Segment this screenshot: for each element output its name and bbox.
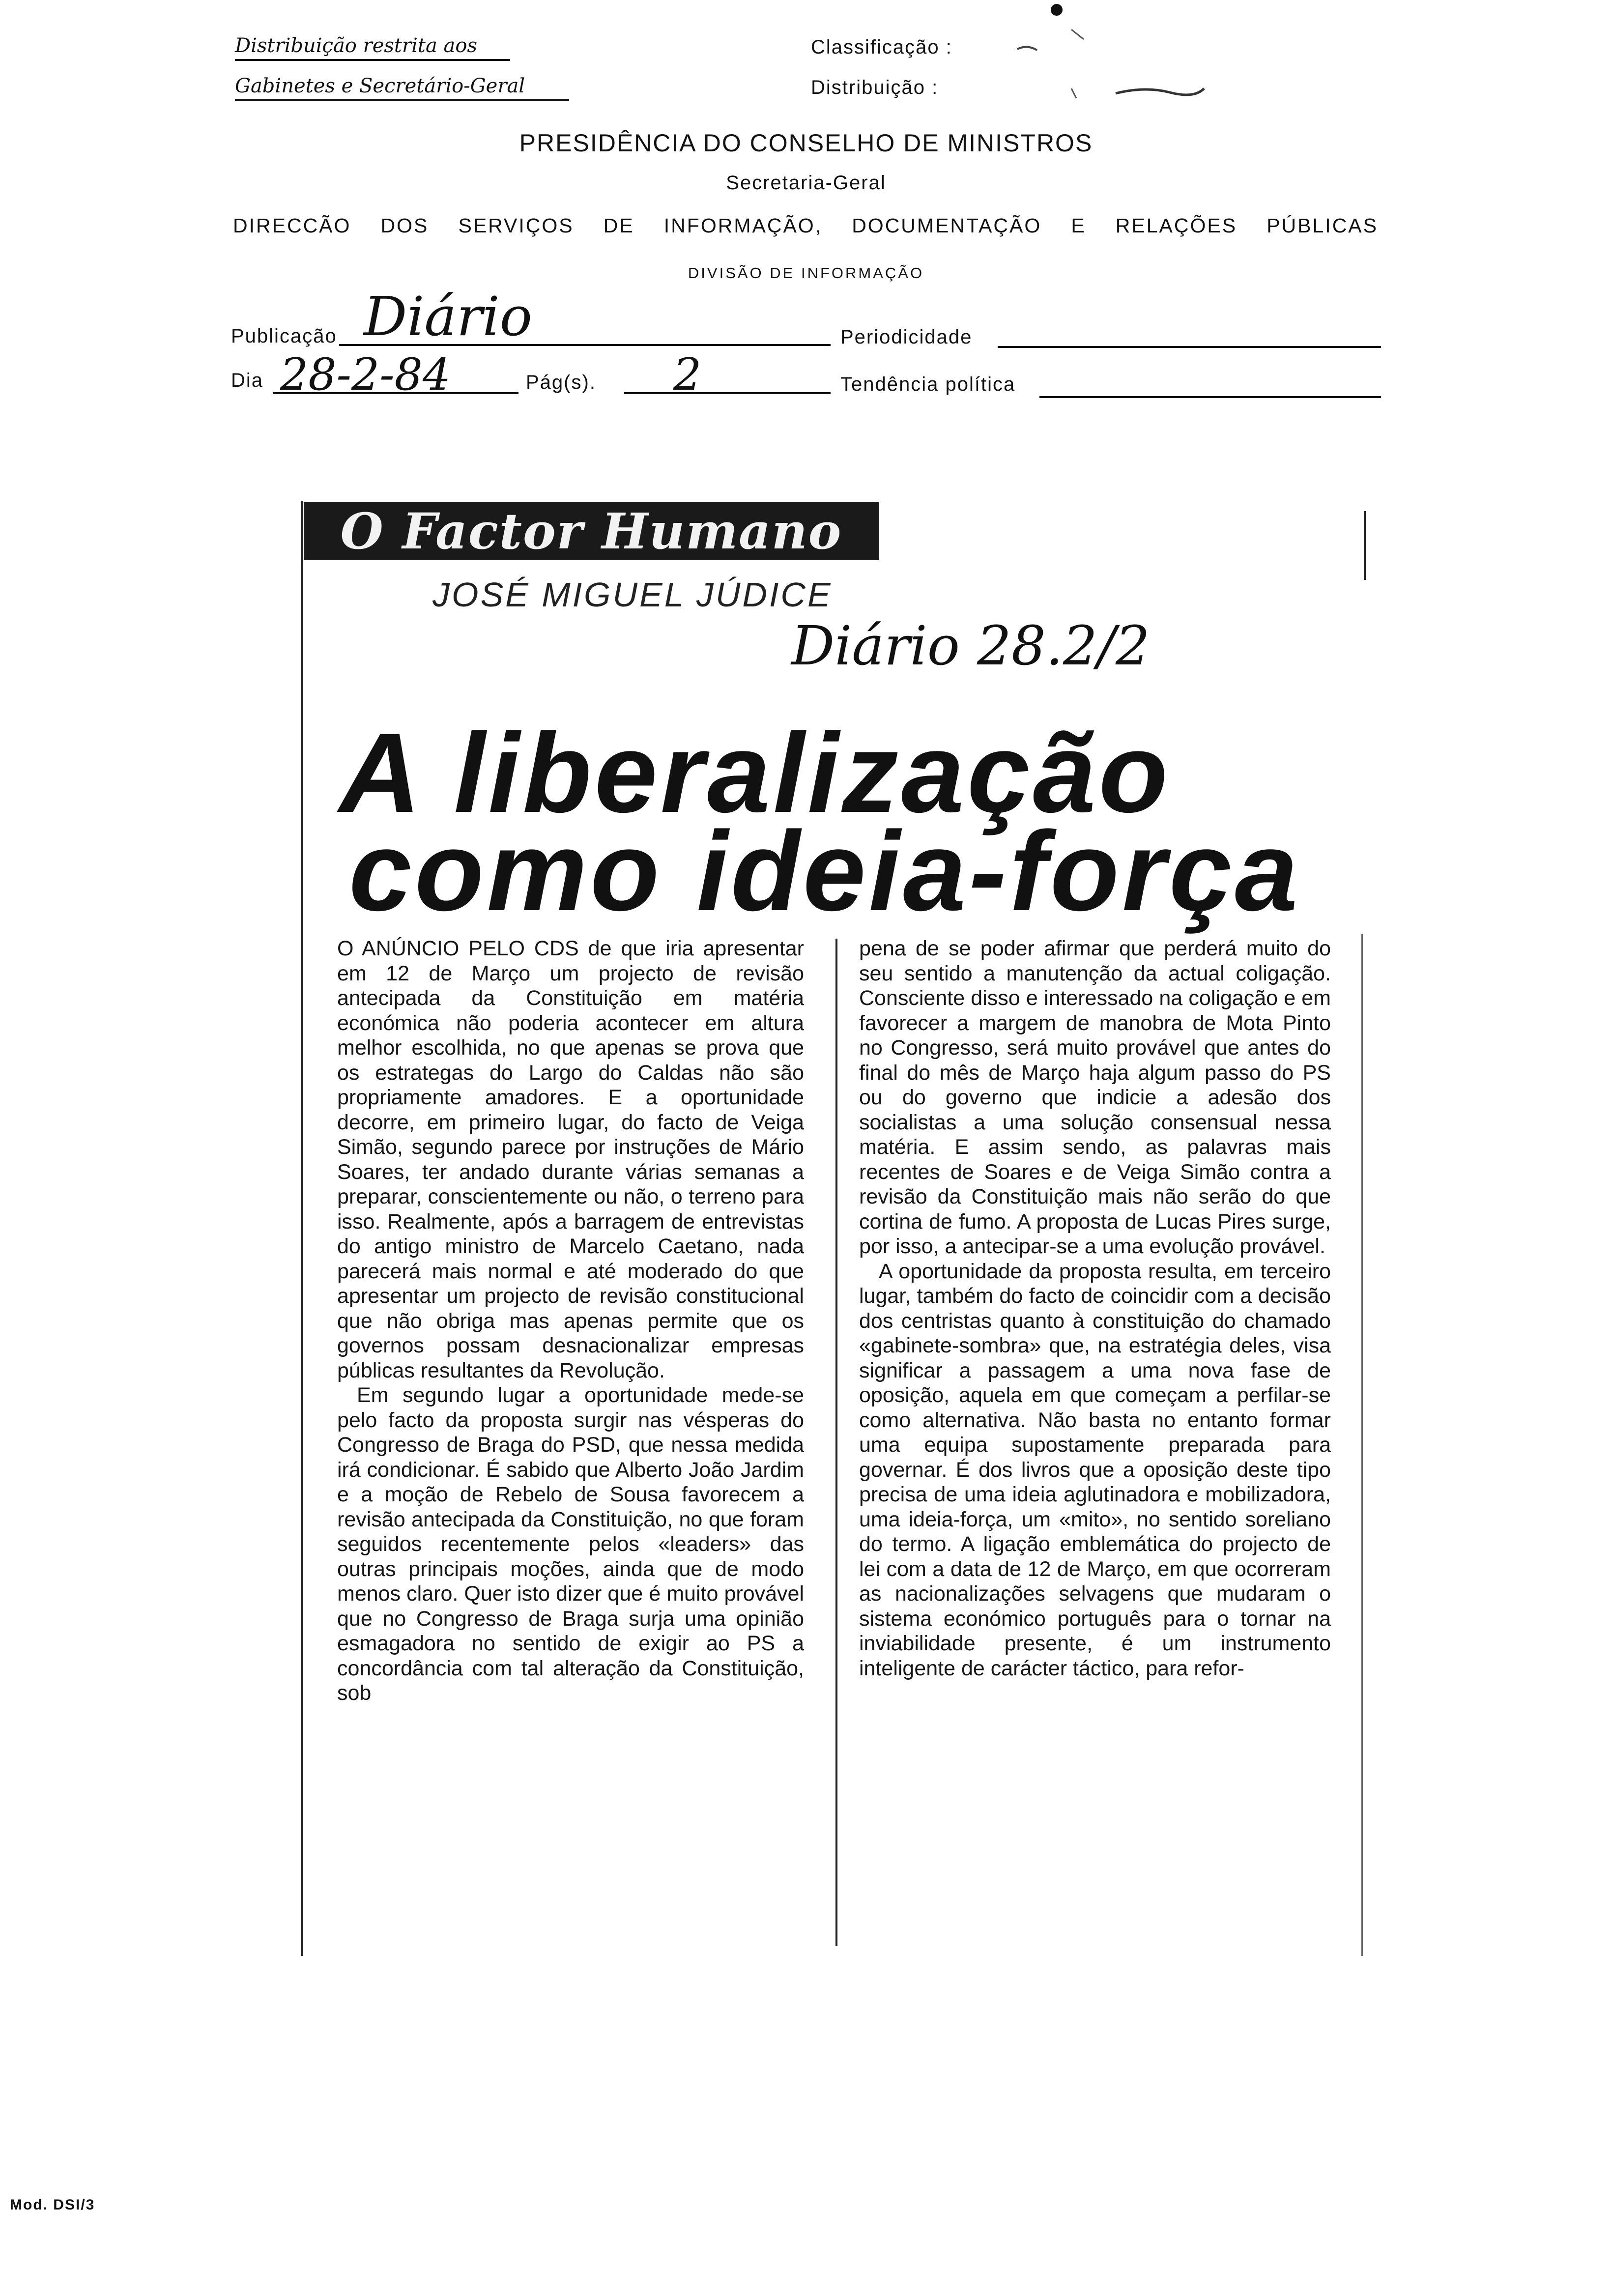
pages-field bbox=[624, 392, 831, 394]
day-label: Dia bbox=[231, 370, 264, 391]
classification-label: Classificação : bbox=[811, 36, 952, 58]
clip-right-border bbox=[1364, 511, 1366, 580]
article-column-1 bbox=[337, 936, 804, 1706]
periodicity-field bbox=[998, 346, 1381, 348]
directorate-title: DIRECCÃO DOS SERVIÇOS DE INFORMAÇÃO, DOCUMENTAÇÃO E RELAÇÕES PÚBLICAS bbox=[233, 214, 1378, 237]
pages-label: Pág(s). bbox=[526, 372, 596, 393]
restriction-line-2: Gabinetes e Secretário-Geral bbox=[235, 75, 569, 101]
article-column-2 bbox=[859, 936, 1331, 1681]
clip-left-border bbox=[301, 501, 303, 1956]
headline-line-1: A liberalização bbox=[339, 710, 1171, 836]
pages-value: 2 bbox=[673, 349, 702, 401]
column-banner: O Factor Humano bbox=[304, 502, 879, 560]
division-title: DIVISÃO DE INFORMAÇÃO bbox=[688, 264, 924, 282]
col2-paragraph-1: pena de se poder afirmar que perderá muito do seu sentido a manutenção da actual coligação. Consciente disso e interessado na coligação e em favorecer a margem de manobra de Mota Pinto no Congresso, será muito provável que antes do final do mês de Março haja algum passo do PS ou do governo que indicie a adesão dos socialistas a uma solução consensual nessa matéria. E assim sendo, as palavras mais recentes de Soares e de Veiga Simão contra a revisão da Constituição mais não serão do que cortina de fumo. A proposta de Lucas Pires surge, por isso, a antecipar-se a uma evolução provável. bbox=[859, 937, 1331, 1258]
tendency-field bbox=[1039, 396, 1381, 398]
publication-label: Publicação bbox=[231, 325, 337, 347]
headline-line-2: como ideia-força bbox=[349, 808, 1301, 934]
handwritten-marks bbox=[998, 0, 1253, 118]
distribution-label: Distribuição : bbox=[811, 77, 939, 98]
restriction-line-1: Distribuição restrita aos bbox=[235, 34, 510, 61]
day-value: 28-2-84 bbox=[280, 349, 451, 401]
secretariat-title: Secretaria-Geral bbox=[726, 172, 886, 194]
author-name: JOSÉ MIGUEL JÚDICE bbox=[432, 575, 833, 614]
column-divider bbox=[835, 939, 837, 1946]
col1-paragraph-2: Em segundo lugar a oportunidade mede-se pelo facto da proposta surgir nas vésperas do Congresso de Braga do PSD, que nessa medida irá condicionar. É sabido que Alberto João Jardim e a moção de Rebelo de Sousa favorecem a revisão antecipada da Constituição, no que foram seguidos recentemente pelos «leaders» das outras principais moções, ainda que de modo menos claro. Quer isto dizer que é muito provável que no Congresso de Braga surja uma opinião esmagadora no sentido de exigir ao PS a concordância com tal alteração da Constituição, sob bbox=[337, 1383, 804, 1705]
col2-paragraph-2: A oportunidade da proposta resulta, em terceiro lugar, também do facto de coincidir com a decisão dos centristas quanto à constituição do chamado «gabinete-sombra» que, na estratégia deles, visa significar a passagem a uma nova fase de oposição, aquela em que começam a perfilar-se como alternativa. Não basta no entanto formar uma equipa supostamente preparada para governar. É dos livros que a oposição deste tipo precisa de uma ideia aglutinadora e mobilizadora, uma ideia-força, um «mito», no sentido soreliano do termo. A ligação emblemática do projecto de lei com a data de 12 de Março, em que ocorreram as nacionalizações selvagens que mudaram o sistema económico português para o tornar na inviabilidade presente, é um instrumento inteligente de carácter táctico, para refor- bbox=[859, 1259, 1331, 1680]
periodicity-label: Periodicidade bbox=[840, 326, 973, 348]
publication-value: Diário bbox=[364, 285, 532, 348]
tendency-label: Tendência política bbox=[840, 373, 1016, 395]
col1-paragraph-1: O ANÚNCIO PELO CDS de que iria apresentar em 12 de Março um projecto de revisão antecipada da Constituição em matéria económica não poderia acontecer em altura melhor escolhida, no que apenas se prova que os estrategas do Largo do Caldas não são propriamente amadores. E a oportunidade decorre, em primeiro lugar, do facto de Veiga Simão, segundo parece por instruções de Mário Soares, ter andado durante várias semanas a preparar, conscientemente ou não, o terreno para isso. Realmente, após a barragem de entrevistas do antigo ministro de Marcelo Caetano, nada parecerá mais normal e até moderado do que apresentar um projecto de revisão constitucional que não obriga mas apenas permite que os governos possam desnacionalizar empresas públicas resultantes da Revolução. bbox=[337, 937, 804, 1382]
institution-title: PRESIDÊNCIA DO CONSELHO DE MINISTROS bbox=[519, 129, 1093, 157]
handwritten-date-note: Diário 28.2/2 bbox=[791, 614, 1150, 677]
model-code: Mod. DSI/3 bbox=[10, 2197, 95, 2213]
clip-right-border-lower bbox=[1361, 934, 1363, 1956]
